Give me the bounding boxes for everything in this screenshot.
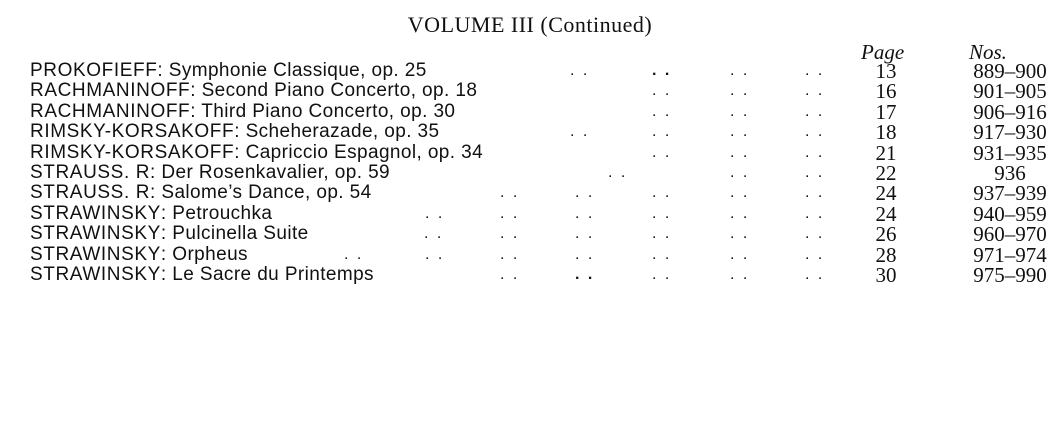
dot-leader: . . [425, 204, 445, 222]
dot-leader: . . [805, 204, 825, 222]
dot-leader: . . [805, 123, 825, 141]
dot-leader: . . [500, 204, 520, 222]
contents-entry: STRAWINSKY: Pulcinella Suite . . . . . . . . . . . . 26 960–970 [30, 224, 1050, 244]
record-numbers: 975–990 [973, 262, 1047, 287]
page-number: 22 [875, 160, 897, 185]
composer-name: STRAWINSKY [30, 202, 161, 224]
page-number: 17 [875, 99, 897, 124]
dot-leader: . . [652, 143, 672, 161]
dot-leader: . . [652, 123, 672, 141]
record-numbers: 901–905 [973, 79, 1047, 104]
dot-leader: . . [730, 265, 750, 283]
dot-leader: . . [730, 184, 750, 202]
contents-entry: RACHMANINOFF: Third Piano Concerto, op. 30 . . . . . . 17 906–916 [30, 102, 1050, 122]
record-numbers: 906–916 [973, 99, 1047, 124]
dot-leader: . . [608, 163, 628, 181]
dot-leader: . . [570, 62, 590, 79]
page-number: 24 [875, 181, 897, 206]
dot-leader: . . [425, 245, 445, 263]
dot-leader: . . [652, 245, 672, 263]
contents-entry: STRAWINSKY: Le Sacre du Printemps . . . . . . . . . . 30 975–990 [30, 265, 1050, 285]
page-number: 28 [875, 242, 897, 267]
dot-leader: . . [652, 82, 672, 100]
contents-entry: PROKOFIEFF: Symphonie Classique, op. 25 . . . . . . . . 13 889–900 [30, 61, 1050, 81]
nos-column-header: Nos. [969, 40, 1007, 64]
contents-list [30, 61, 1050, 285]
dot-leader: . . [805, 62, 825, 79]
dot-leader: . . [805, 102, 825, 120]
dot-leader: . . [570, 123, 590, 141]
page-number: 18 [875, 120, 897, 145]
dot-leader: . . [730, 245, 750, 263]
work-title: Petrouchka [172, 202, 273, 224]
contents-entry: RACHMANINOFF: Second Piano Concerto, op. 18 . . . . . . 16 901–905 [30, 81, 1050, 101]
work-title: Pulcinella Suite [172, 223, 309, 245]
work-title: Capriccio Espagnol, op. 34 [245, 141, 484, 163]
record-numbers: 971–974 [973, 242, 1047, 267]
dot-leader: . . [344, 245, 364, 263]
dot-leader: . . [652, 62, 672, 79]
composer-name: STRAUSS. R [30, 161, 151, 183]
page-number: 26 [875, 222, 897, 247]
dot-leader: . . [730, 163, 750, 181]
dot-leader: . . [652, 102, 672, 120]
work-title: Salome’s Dance, op. 54 [161, 182, 372, 204]
dot-leader: . . [805, 225, 825, 243]
page-number: 16 [875, 79, 897, 104]
dot-leader: . . [652, 225, 672, 243]
contents-entry: RIMSKY-KORSAKOFF: Scheherazade, op. 35 . . . . . . . . 18 917–930 [30, 122, 1050, 142]
composer-name: STRAWINSKY [30, 263, 161, 285]
dot-leader: . . [805, 143, 825, 161]
dot-leader: . . [500, 245, 520, 263]
dot-leader: . . [730, 62, 750, 79]
dot-leader: . . [730, 82, 750, 100]
record-numbers: 936 [994, 160, 1026, 185]
dot-leader: . . [575, 225, 595, 243]
dot-leader: . . [575, 245, 595, 263]
contents-entry: STRAUSS. R: Der Rosenkavalier, op. 59 . . . . . . 22 936 [30, 163, 1050, 183]
dot-leader: . . [652, 204, 672, 222]
page-column-header: Page [861, 40, 905, 64]
record-numbers: 917–930 [973, 120, 1047, 145]
dot-leader: . . [805, 184, 825, 202]
work-title: Orpheus [172, 243, 248, 265]
work-title: Der Rosenkavalier, op. 59 [161, 161, 391, 183]
record-numbers: 940–959 [973, 201, 1047, 226]
dot-leader: . . [730, 204, 750, 222]
dot-leader: . . [730, 123, 750, 141]
dot-leader: . . [730, 225, 750, 243]
dot-leader: . . [424, 225, 444, 243]
contents-entry: STRAUSS. R: Salome’s Dance, op. 54 . . . . . . . . . . 24 937–939 [30, 183, 1050, 203]
dot-leader: . . [805, 265, 825, 283]
dot-leader: . . [805, 163, 825, 181]
work-title: Third Piano Concerto, op. 30 [201, 100, 456, 122]
dot-leader: . . [730, 143, 750, 161]
composer-name: RACHMANINOFF [30, 80, 191, 102]
record-numbers: 889–900 [973, 59, 1047, 83]
composer-name: PROKOFIEFF [30, 60, 158, 81]
work-title: Symphonie Classique, op. 25 [168, 60, 427, 81]
page-number: 21 [875, 140, 897, 165]
record-numbers: 931–935 [973, 140, 1047, 165]
dot-leader: . . [500, 265, 520, 283]
composer-name: STRAWINSKY [30, 223, 161, 245]
composer-name: STRAUSS. R [30, 182, 151, 204]
work-title: Le Sacre du Printemps [172, 263, 374, 285]
dot-leader: . . [730, 102, 750, 120]
page-number: 24 [875, 201, 897, 226]
dot-leader: . . [805, 82, 825, 100]
composer-name: STRAWINSKY [30, 243, 161, 265]
page-number: 30 [875, 262, 897, 287]
composer-name: RACHMANINOFF [30, 100, 191, 122]
work-title: Scheherazade, op. 35 [245, 121, 440, 143]
dot-leader: . . [652, 184, 672, 202]
contents-entry: STRAWINSKY: Orpheus . . . . . . . . . . . . . . 28 971–974 [30, 245, 1050, 265]
dot-leader: . . [652, 265, 672, 283]
dot-leader: . . [500, 225, 520, 243]
dot-leader: . . [500, 184, 520, 202]
work-title: Second Piano Concerto, op. 18 [201, 80, 478, 102]
contents-entry: RIMSKY-KORSAKOFF: Capriccio Espagnol, op. 34 . . . . . . 21 931–935 [30, 143, 1050, 163]
record-numbers: 937–939 [973, 181, 1047, 206]
page-number: 13 [875, 59, 897, 83]
dot-leader: . . [575, 265, 595, 283]
record-numbers: 960–970 [973, 222, 1047, 247]
composer-name: RIMSKY-KORSAKOFF [30, 121, 235, 143]
contents-entry: STRAWINSKY: Petrouchka . . . . . . . . . . . . 24 940–959 [30, 204, 1050, 224]
volume-heading: VOLUME III (Continued) [407, 12, 653, 37]
dot-leader: . . [575, 184, 595, 202]
composer-name: RIMSKY-KORSAKOFF [30, 141, 235, 163]
dot-leader: . . [575, 204, 595, 222]
dot-leader: . . [805, 245, 825, 263]
